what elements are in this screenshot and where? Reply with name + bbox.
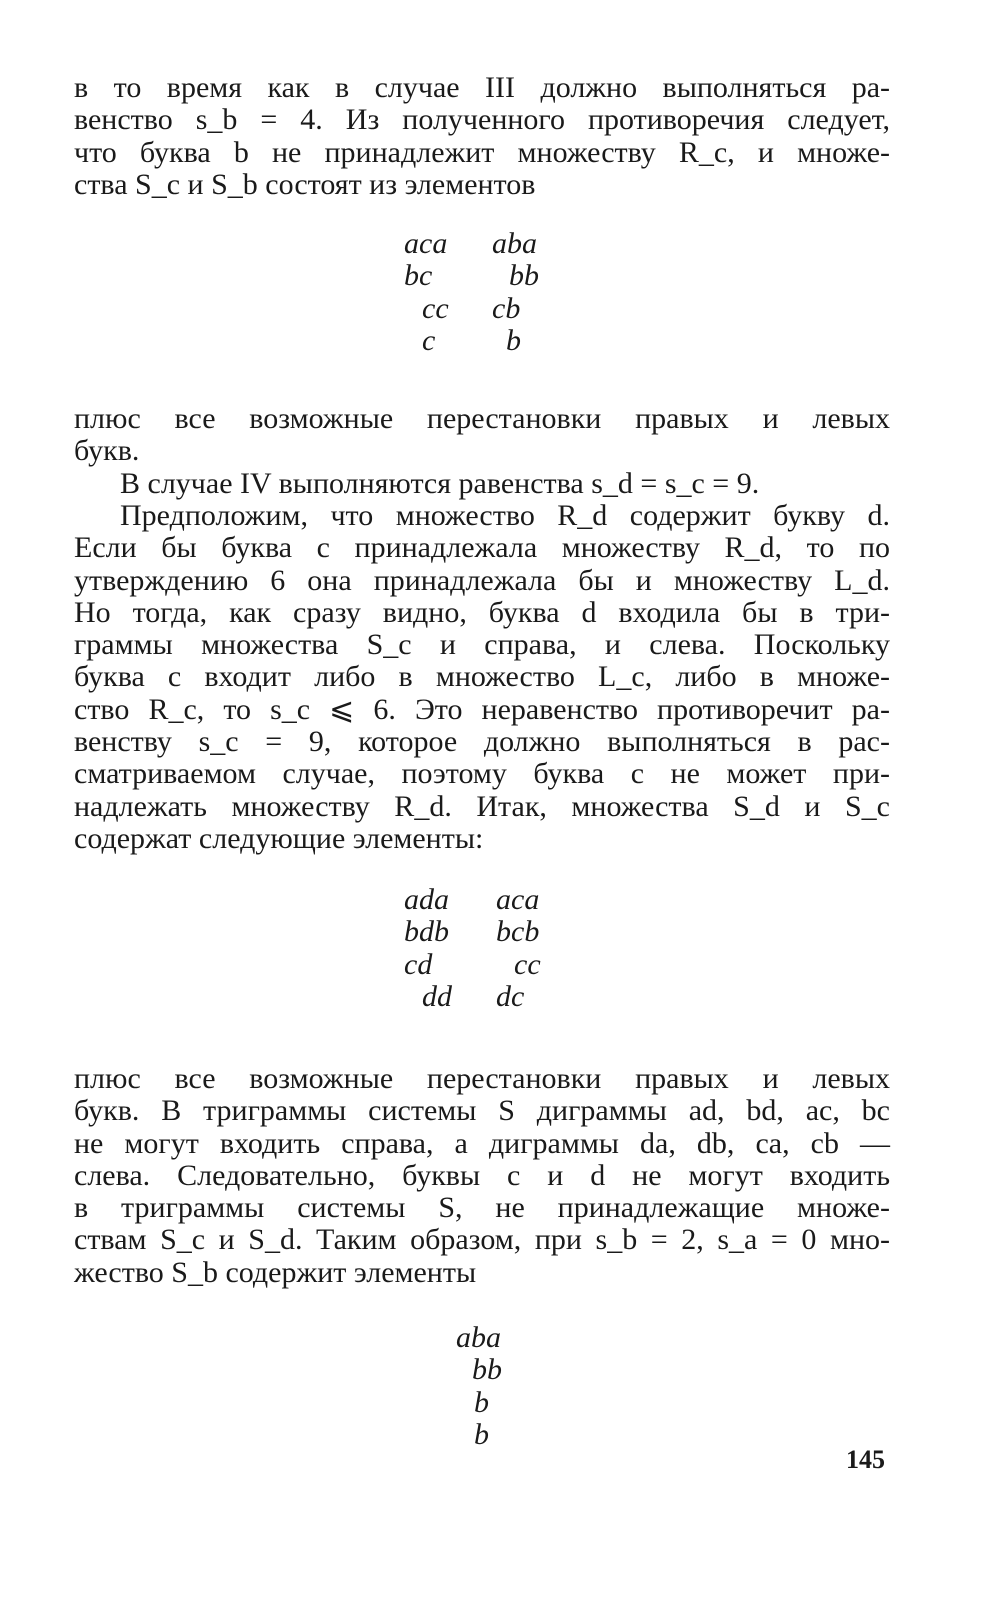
table-cell: cb	[492, 291, 521, 325]
text-line: жество S_b содержит элементы	[74, 1255, 477, 1289]
text-line: Если бы буква c принадлежала множеству R_d, то по	[74, 531, 890, 565]
text-line: в триграммы системы S, не принадлежащие множе-	[74, 1191, 890, 1225]
text-line: что буква b не принадлежит множеству R_c, и множе-	[74, 135, 890, 169]
text-line: Но тогда, как сразу видно, буква d входила бы в три-	[74, 595, 890, 629]
table-cell: aca	[404, 227, 448, 260]
text-line: ствам S_c и S_d. Таким образом, при s_b = 2, s_a = 0 мно-	[74, 1223, 890, 1257]
text-line: граммы множества S_c и справа, и слева. Поскольку	[74, 628, 890, 662]
trigram-table-3	[456, 1322, 502, 1451]
text-line: В случае IV выполняются равенства s_d = s_c = 9.	[120, 467, 760, 500]
text-line: венство s_b = 4. Из полученного противоречия следует,	[74, 103, 890, 137]
text-line: утверждению 6 она принадлежала бы и множеству L_d.	[74, 563, 890, 597]
paragraph-4	[74, 500, 890, 855]
text-line: сматриваемом случае, поэтому буква c не может при-	[74, 757, 890, 791]
table-cell: aba	[492, 227, 537, 260]
table-cell: ada	[404, 883, 449, 916]
table-cell: b	[506, 323, 521, 357]
text-line: не могут входить справа, а диграммы da, db, ca, cb —	[74, 1126, 890, 1160]
table-cell: bdb	[404, 915, 449, 949]
text-line: плюс все возможные перестановки правых и левых	[74, 402, 890, 435]
table-cell: dc	[496, 979, 525, 1013]
text-line: слева. Следовательно, буквы c и d не могут входить	[74, 1158, 890, 1192]
text-line: содержат следующие элементы:	[74, 821, 484, 855]
paragraph-5	[74, 1063, 890, 1289]
table-cell: cc	[514, 947, 541, 981]
text-line: плюс все возможные перестановки правых и левых	[74, 1062, 890, 1095]
table-cell: bb	[509, 259, 539, 293]
table-cell: dd	[422, 979, 452, 1013]
text-line: надлежать множеству R_d. Итак, множества S_d и S_c	[74, 789, 890, 823]
text-line: ство R_c, то s_c ⩽ 6. Это неравенство противоречит ра-	[74, 692, 890, 726]
text-line: ства S_c и S_b состоят из элементов	[74, 167, 536, 201]
text-line: венству s_c = 9, которое должно выполняться в рас-	[74, 725, 890, 759]
paragraph-2	[74, 403, 890, 468]
table-cell: b	[474, 1385, 489, 1419]
page-number: 145	[846, 1445, 885, 1474]
text-line: букв.	[74, 434, 140, 468]
table-cell: c	[422, 323, 436, 357]
paragraph-1	[74, 72, 890, 201]
table-cell: b	[474, 1417, 489, 1451]
text-line: Предположим, что множество R_d содержит букву d.	[120, 499, 890, 532]
table-cell: bcb	[496, 915, 540, 949]
table-cell: aca	[496, 883, 540, 916]
text-line: буква c входит либо в множество L_c, либо в множе-	[74, 660, 890, 694]
trigram-table-1	[404, 228, 569, 357]
text-line: букв. В триграммы системы S диграммы ad, bd, ac, bc	[74, 1094, 890, 1128]
table-cell: cc	[422, 291, 449, 325]
trigram-table-2	[404, 884, 574, 1013]
table-cell: bc	[404, 259, 433, 293]
text-line: в то время как в случае III должно выполняться ра-	[74, 71, 890, 104]
table-cell: bb	[472, 1353, 502, 1387]
table-cell: cd	[404, 947, 433, 981]
paragraph-3	[74, 468, 890, 500]
table-cell: aba	[456, 1321, 501, 1354]
